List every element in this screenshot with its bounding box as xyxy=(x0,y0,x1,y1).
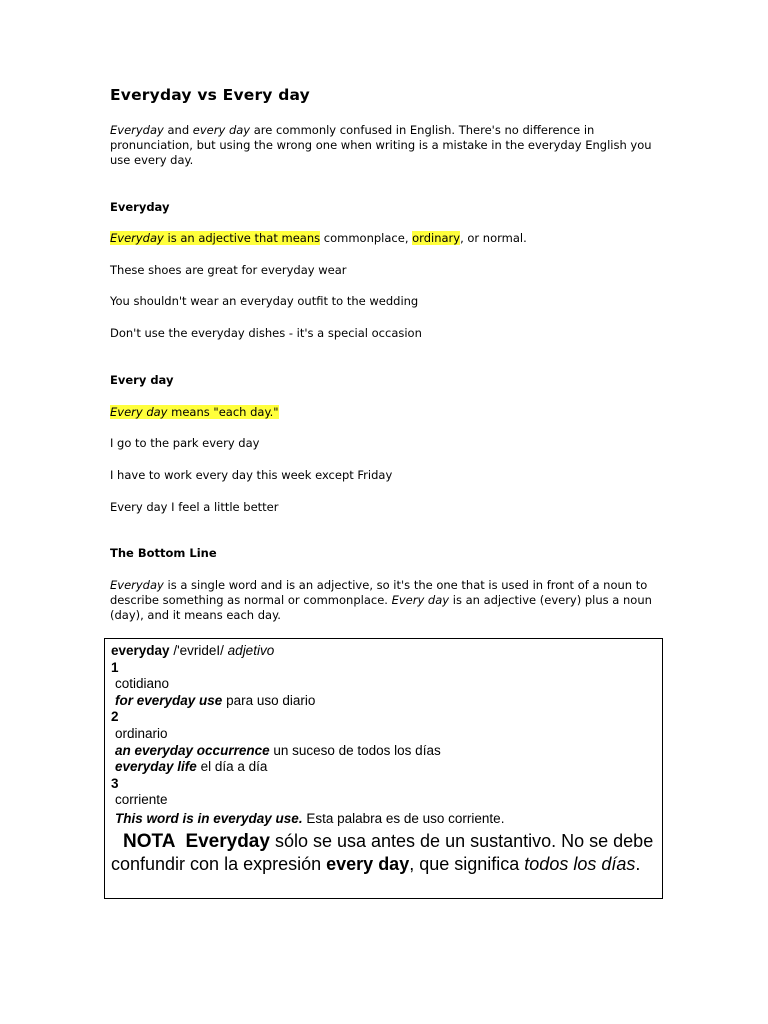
intro-term-everyday: Everyday xyxy=(110,123,164,137)
intro-term-every-day: every day xyxy=(192,123,251,137)
definition-term: Every day xyxy=(110,405,168,419)
bottom-line-paragraph xyxy=(110,578,670,623)
intro-paragraph xyxy=(110,123,670,168)
definition-highlight xyxy=(110,231,320,245)
sense-example xyxy=(111,811,656,828)
example-sentence: I have to work every day this week except Friday xyxy=(110,468,393,482)
bottom-line-term-everyday: Everyday xyxy=(110,578,164,592)
usage-note-end: . xyxy=(635,853,641,874)
usage-note-phrase: every day xyxy=(326,853,410,874)
bottom-line-term-every-day: Every day xyxy=(391,593,450,607)
usage-note xyxy=(111,830,656,875)
example-sentence: These shoes are great for everyday wear xyxy=(110,263,347,277)
intro-rest: are commonly confused in English. There's no difference in pronunciation, but using the wrong one when writing is a mistake in the everyday English you use every day. xyxy=(110,123,652,167)
intro-and: and xyxy=(163,123,193,137)
dictionary-pronunciation: /'evrideI/ xyxy=(169,643,228,658)
section-heading-bottom-line: The Bottom Line xyxy=(110,546,217,560)
sense-number: 3 xyxy=(111,775,119,791)
definition-highlight-text: means "each day." xyxy=(167,405,279,419)
section-heading-everyday: Everyday xyxy=(110,200,170,214)
example-spanish: Esta palabra es de uso corriente. xyxy=(302,810,505,826)
sense-example xyxy=(111,759,656,776)
everyday-definition xyxy=(110,231,527,245)
example-sentence: Don't use the everyday dishes - it's a special occasion xyxy=(110,326,422,340)
example-sentence: Every day I feel a little better xyxy=(110,500,279,514)
sense-example xyxy=(111,693,656,710)
sense-number: 2 xyxy=(111,709,119,725)
example-english: everyday life xyxy=(115,759,197,775)
sense-gloss: cotidiano xyxy=(115,676,170,692)
dictionary-headword-line xyxy=(111,643,656,660)
example-english: an everyday occurrence xyxy=(115,742,270,758)
sense-example xyxy=(111,743,656,760)
example-spanish: para uso diario xyxy=(222,692,316,708)
bottom-line-text2: is an adjective (every) plus a noun (day), and it means each day. xyxy=(110,593,652,622)
bottom-line-text1: is a single word and is an adjective, so it's the one that is used in front of a noun to describe something as normal or commonplace. xyxy=(110,578,648,607)
dictionary-entry-box xyxy=(104,638,663,899)
every-day-definition xyxy=(110,405,279,419)
sense-number: 1 xyxy=(111,659,119,675)
sense-gloss: corriente xyxy=(115,792,168,808)
definition-term: Everyday xyxy=(110,231,164,245)
definition-highlight xyxy=(110,405,279,419)
example-sentence: You shouldn't wear an everyday outfit to the wedding xyxy=(110,294,419,308)
usage-note-label: NOTA xyxy=(123,830,176,852)
example-spanish: el día a día xyxy=(196,759,268,775)
example-english: for everyday use xyxy=(115,692,223,708)
definition-middle: commonplace, xyxy=(320,231,413,245)
dictionary-headword: everyday xyxy=(111,643,170,658)
definition-highlight-text: is an adjective that means xyxy=(163,231,321,245)
example-english: This word is in everyday use. xyxy=(115,810,303,826)
usage-note-meaning: todos los días xyxy=(524,853,636,874)
definition-end: , or normal. xyxy=(460,231,527,245)
page-title: Everyday vs Every day xyxy=(110,86,310,104)
sense-gloss: ordinario xyxy=(115,725,168,741)
dictionary-part-of-speech: adjetivo xyxy=(227,643,275,658)
usage-note-word: Everyday xyxy=(185,830,270,852)
example-spanish: un suceso de todos los días xyxy=(269,742,441,758)
example-sentence: I go to the park every day xyxy=(110,436,260,450)
usage-note-text1: sólo se usa antes de un sustantivo. No se debe confundir con la expresión xyxy=(111,830,654,874)
usage-note-text2: , que significa xyxy=(409,853,525,874)
section-heading-every-day: Every day xyxy=(110,373,174,387)
definition-highlight-ordinary: ordinary xyxy=(412,231,461,245)
